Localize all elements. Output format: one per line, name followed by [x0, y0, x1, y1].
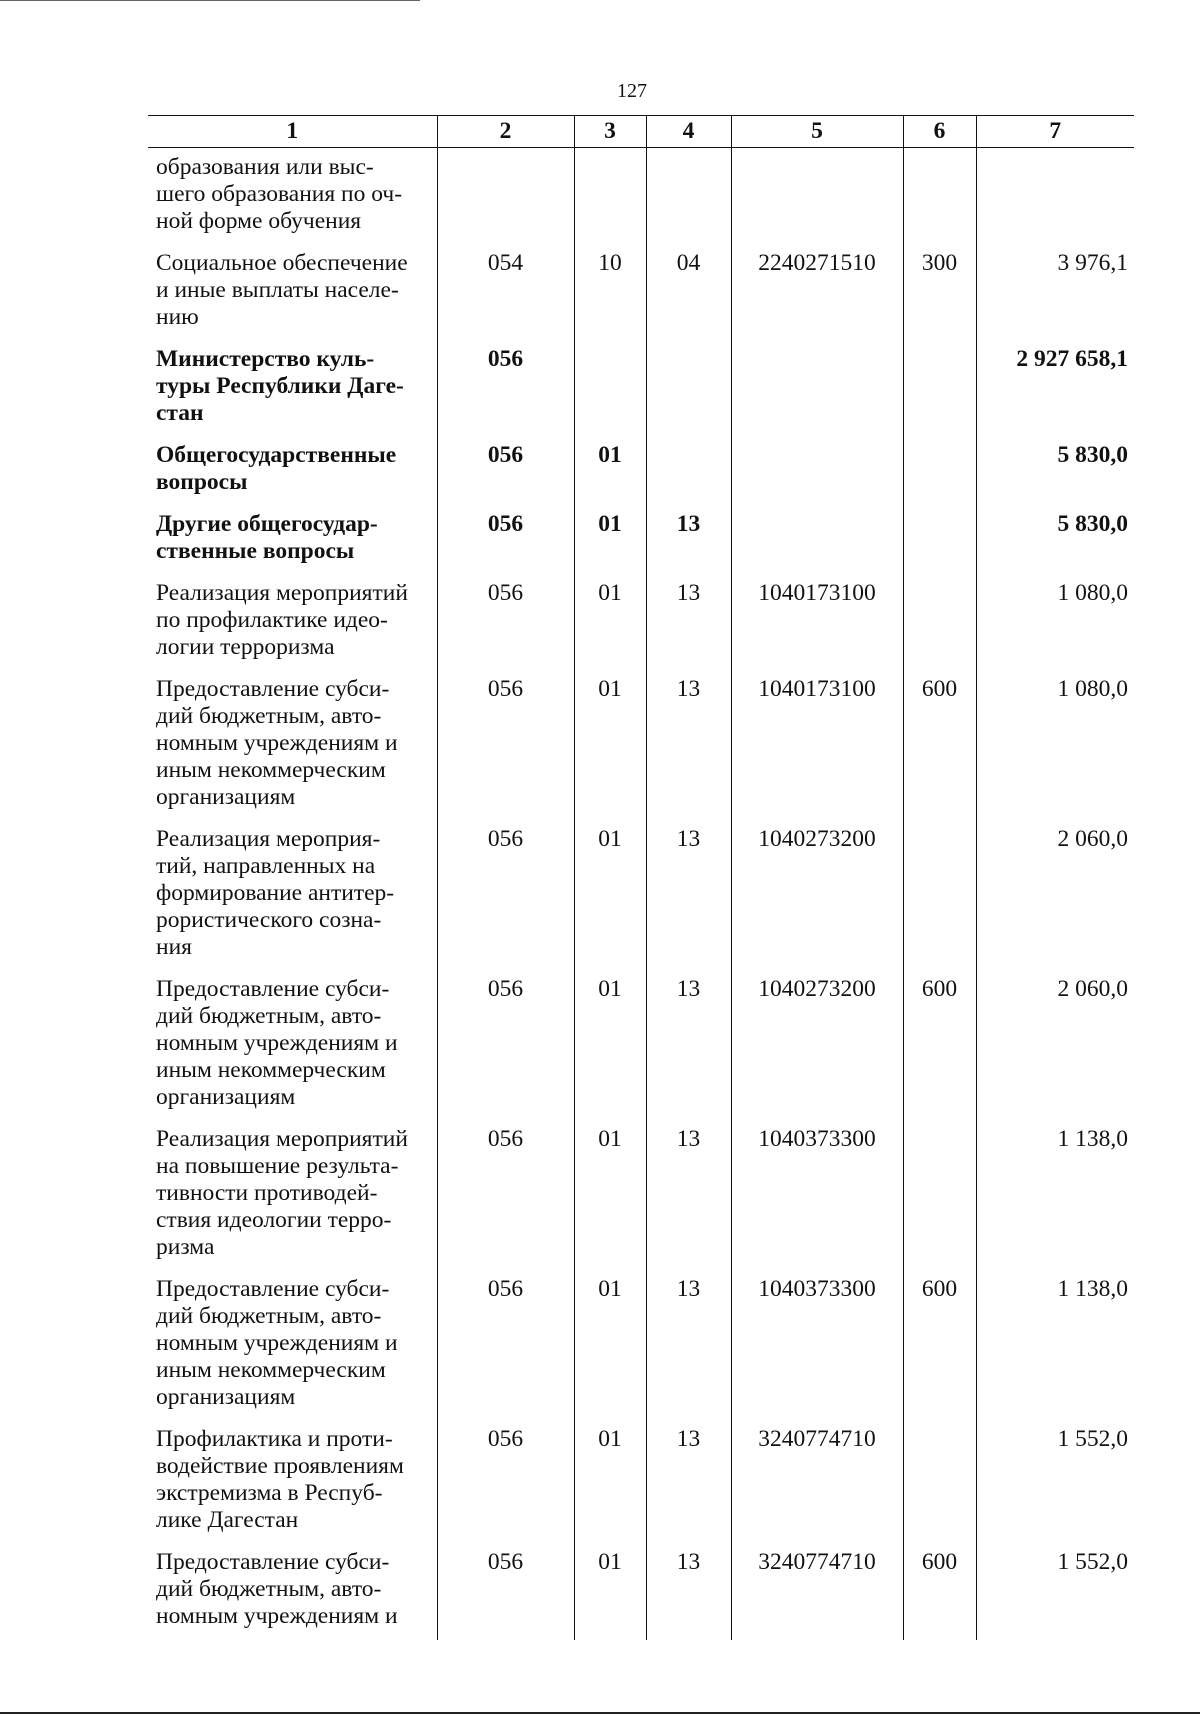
ministry-code-cell: 056 — [437, 575, 574, 671]
subsection-code-cell: 13 — [646, 1544, 731, 1640]
table-body — [148, 148, 1134, 1641]
subsection-code-cell: 13 — [646, 1421, 731, 1544]
ministry-code-cell: 056 — [437, 1421, 574, 1544]
table-row — [148, 1544, 1134, 1640]
row-name-line: ризма — [156, 1234, 215, 1260]
section-code-cell — [574, 148, 646, 246]
row-name-cell — [148, 506, 437, 575]
row-name-line: тий, направленных на — [156, 853, 376, 879]
ministry-code-cell: 056 — [437, 671, 574, 821]
table-row — [148, 1271, 1134, 1421]
target-article-cell: 1040273200 — [731, 821, 903, 971]
ministry-code-cell: 056 — [437, 1121, 574, 1271]
row-name-line: номным учреждениям и — [156, 1030, 398, 1056]
row-name-cell — [148, 971, 437, 1121]
amount-cell: 1 080,0 — [976, 575, 1134, 671]
scan-bottom-edge — [0, 1712, 1200, 1714]
table-row — [148, 671, 1134, 821]
row-name-cell — [148, 575, 437, 671]
column-header-7: 7 — [976, 116, 1134, 148]
row-name-line: Другие общегосудар- — [156, 511, 378, 537]
target-article-cell: 1040173100 — [731, 671, 903, 821]
target-article-cell — [731, 341, 903, 437]
expense-type-cell — [903, 341, 976, 437]
section-code-cell: 01 — [574, 437, 646, 506]
ministry-code-cell: 056 — [437, 341, 574, 437]
subsection-code-cell: 13 — [646, 821, 731, 971]
ministry-code-cell: 056 — [437, 506, 574, 575]
subsection-code-cell: 13 — [646, 575, 731, 671]
ministry-code-cell: 056 — [437, 1544, 574, 1640]
target-article-cell — [731, 506, 903, 575]
section-code-cell: 01 — [574, 1121, 646, 1271]
target-article-cell: 2240271510 — [731, 245, 903, 341]
table-row — [148, 148, 1134, 246]
subsection-code-cell: 13 — [646, 971, 731, 1121]
subsection-code-cell — [646, 148, 731, 246]
target-article-cell: 1040373300 — [731, 1271, 903, 1421]
expense-type-cell: 600 — [903, 671, 976, 821]
row-name-line: Министерство куль- — [156, 346, 375, 372]
row-name-line: организациям — [156, 784, 296, 810]
target-article-cell — [731, 148, 903, 246]
column-header-4: 4 — [646, 116, 731, 148]
target-article-cell: 1040373300 — [731, 1121, 903, 1271]
row-name-line: по профилактике идео- — [156, 607, 388, 633]
row-name-line: иным некоммерческим — [156, 757, 386, 783]
row-name-line: Предоставление субси- — [156, 1549, 390, 1575]
row-name-line: номным учреждениям и — [156, 1603, 398, 1629]
row-name-line: туры Республики Даге- — [156, 373, 404, 399]
row-name-cell — [148, 148, 437, 246]
subsection-code-cell: 13 — [646, 506, 731, 575]
section-code-cell: 01 — [574, 1544, 646, 1640]
row-name-cell — [148, 821, 437, 971]
expense-type-cell — [903, 1121, 976, 1271]
row-name-line: дий бюджетным, авто- — [156, 1003, 382, 1029]
ministry-code-cell: 056 — [437, 821, 574, 971]
section-code-cell: 01 — [574, 671, 646, 821]
amount-cell: 2 060,0 — [976, 971, 1134, 1121]
amount-cell: 1 138,0 — [976, 1271, 1134, 1421]
row-name-line: логии терроризма — [156, 634, 335, 660]
row-name-line: организациям — [156, 1084, 296, 1110]
section-code-cell: 01 — [574, 971, 646, 1121]
ministry-code-cell: 056 — [437, 971, 574, 1121]
row-name-line: нию — [156, 304, 199, 330]
row-name-cell — [148, 1121, 437, 1271]
row-name-line: рористического созна- — [156, 907, 382, 933]
amount-cell: 1 080,0 — [976, 671, 1134, 821]
row-name-cell — [148, 1271, 437, 1421]
expense-type-cell — [903, 506, 976, 575]
row-name-line: на повышение результа- — [156, 1153, 399, 1179]
row-name-line: Общегосударственные — [156, 442, 397, 468]
section-code-cell: 01 — [574, 821, 646, 971]
budget-table — [148, 115, 1134, 1640]
subsection-code-cell: 04 — [646, 245, 731, 341]
row-name-line: экстремизма в Респуб- — [156, 1480, 383, 1506]
row-name-line: Реализация мероприятий — [156, 580, 408, 606]
row-name-line: вопросы — [156, 469, 248, 495]
row-name-line: и иные выплаты населе- — [156, 277, 399, 303]
row-name-line: стан — [156, 400, 204, 426]
row-name-line: Реализация мероприятий — [156, 1126, 408, 1152]
expense-type-cell: 600 — [903, 1271, 976, 1421]
row-name-line: ственные вопросы — [156, 538, 355, 564]
table-row — [148, 245, 1134, 341]
amount-cell: 5 830,0 — [976, 437, 1134, 506]
row-name-line: Профилактика и проти- — [156, 1426, 393, 1452]
row-name-line: ной форме обучения — [156, 208, 362, 234]
row-name-line: Предоставление субси- — [156, 676, 390, 702]
table-row — [148, 506, 1134, 575]
amount-cell: 1 552,0 — [976, 1544, 1134, 1640]
section-code-cell: 10 — [574, 245, 646, 341]
amount-cell: 2 927 658,1 — [976, 341, 1134, 437]
table-row — [148, 821, 1134, 971]
table-row — [148, 437, 1134, 506]
column-header-5: 5 — [731, 116, 903, 148]
row-name-cell — [148, 437, 437, 506]
row-name-line: образования или выс- — [156, 154, 374, 180]
subsection-code-cell: 13 — [646, 671, 731, 821]
target-article-cell — [731, 437, 903, 506]
section-code-cell: 01 — [574, 506, 646, 575]
expense-type-cell: 300 — [903, 245, 976, 341]
row-name-line: ствия идеологии терро- — [156, 1207, 392, 1233]
ministry-code-cell: 054 — [437, 245, 574, 341]
subsection-code-cell: 13 — [646, 1121, 731, 1271]
expense-type-cell: 600 — [903, 971, 976, 1121]
ministry-code-cell — [437, 148, 574, 246]
table-row — [148, 341, 1134, 437]
table-row — [148, 1421, 1134, 1544]
section-code-cell: 01 — [574, 1421, 646, 1544]
amount-cell: 1 138,0 — [976, 1121, 1134, 1271]
column-header-6: 6 — [903, 116, 976, 148]
row-name-line: дий бюджетным, авто- — [156, 703, 382, 729]
expense-type-cell — [903, 1421, 976, 1544]
subsection-code-cell — [646, 437, 731, 506]
row-name-line: шего образования по оч- — [156, 181, 403, 207]
amount-cell: 2 060,0 — [976, 821, 1134, 971]
amount-cell: 5 830,0 — [976, 506, 1134, 575]
row-name-cell — [148, 1544, 437, 1640]
page-number: 127 — [617, 80, 647, 102]
amount-cell — [976, 148, 1134, 246]
row-name-line: лике Дагестан — [156, 1507, 299, 1533]
subsection-code-cell — [646, 341, 731, 437]
row-name-cell — [148, 245, 437, 341]
row-name-line: номным учреждениям и — [156, 1330, 398, 1356]
section-code-cell: 01 — [574, 575, 646, 671]
amount-cell: 1 552,0 — [976, 1421, 1134, 1544]
row-name-line: дий бюджетным, авто- — [156, 1303, 382, 1329]
expense-type-cell — [903, 148, 976, 246]
table-row — [148, 575, 1134, 671]
ministry-code-cell: 056 — [437, 437, 574, 506]
target-article-cell: 3240774710 — [731, 1544, 903, 1640]
target-article-cell: 3240774710 — [731, 1421, 903, 1544]
expense-type-cell: 600 — [903, 1544, 976, 1640]
section-code-cell — [574, 341, 646, 437]
row-name-line: тивности противодей- — [156, 1180, 378, 1206]
row-name-line: дий бюджетным, авто- — [156, 1576, 382, 1602]
row-name-cell — [148, 1421, 437, 1544]
table-row — [148, 1121, 1134, 1271]
target-article-cell: 1040173100 — [731, 575, 903, 671]
expense-type-cell — [903, 575, 976, 671]
expense-type-cell — [903, 437, 976, 506]
scan-top-edge — [0, 0, 420, 1]
target-article-cell: 1040273200 — [731, 971, 903, 1121]
ministry-code-cell: 056 — [437, 1271, 574, 1421]
amount-cell: 3 976,1 — [976, 245, 1134, 341]
expense-type-cell — [903, 821, 976, 971]
row-name-line: Предоставление субси- — [156, 1276, 390, 1302]
row-name-line: организациям — [156, 1384, 296, 1410]
row-name-line: формирование антитер- — [156, 880, 395, 906]
row-name-cell — [148, 671, 437, 821]
row-name-cell — [148, 341, 437, 437]
column-header-2: 2 — [437, 116, 574, 148]
row-name-line: Реализация мероприя- — [156, 826, 381, 852]
column-header-1: 1 — [148, 116, 437, 148]
section-code-cell: 01 — [574, 1271, 646, 1421]
row-name-line: номным учреждениям и — [156, 730, 398, 756]
table-header-row — [148, 116, 1134, 148]
subsection-code-cell: 13 — [646, 1271, 731, 1421]
row-name-line: иным некоммерческим — [156, 1357, 386, 1383]
table-row — [148, 971, 1134, 1121]
row-name-line: иным некоммерческим — [156, 1057, 386, 1083]
row-name-line: ния — [156, 934, 192, 960]
row-name-line: Предоставление субси- — [156, 976, 390, 1002]
row-name-line: водействие проявлениям — [156, 1453, 404, 1479]
column-header-3: 3 — [574, 116, 646, 148]
row-name-line: Социальное обеспечение — [156, 250, 408, 276]
